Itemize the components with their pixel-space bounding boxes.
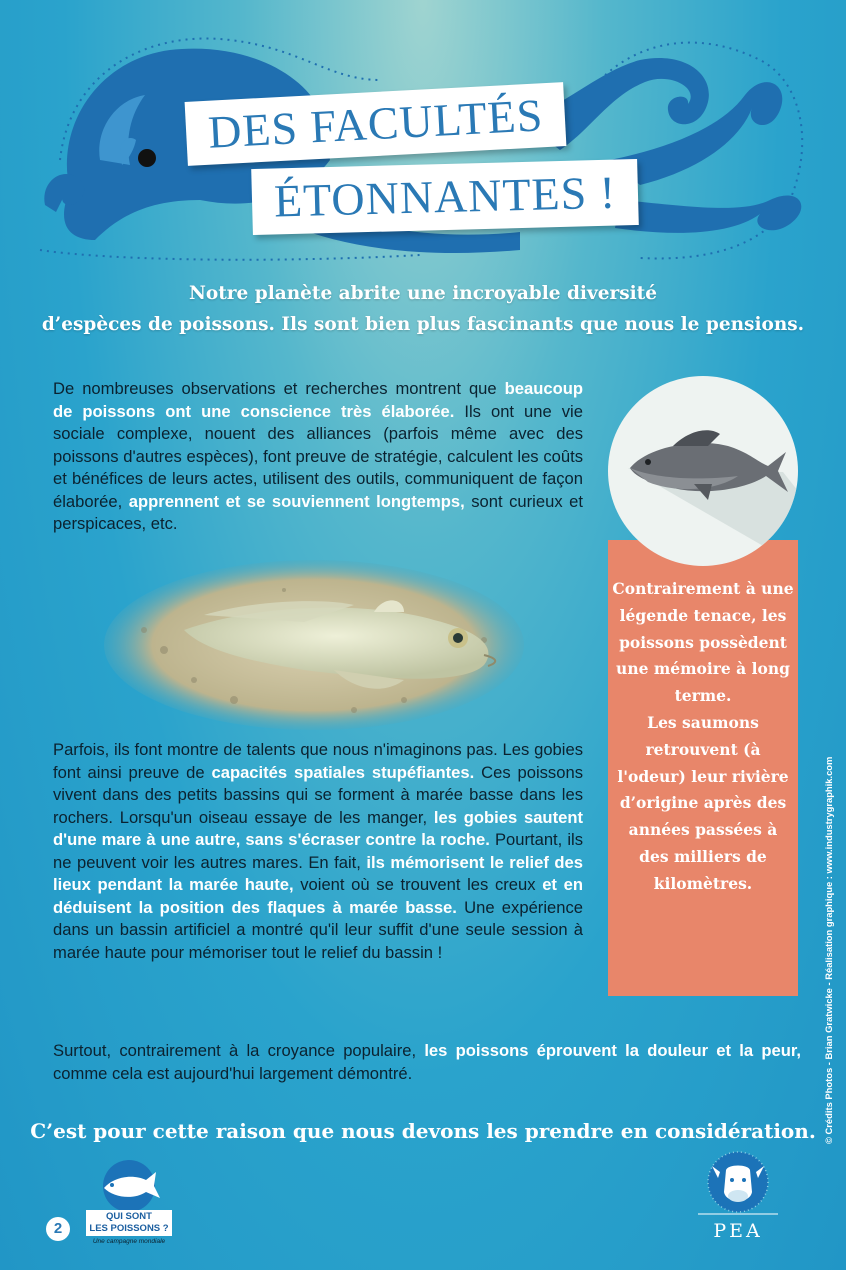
paragraph-2-text-2: Ces poissons vivent dans des petits bassins qui se forment à marée basse dans les rochers. Lorsqu'un oiseau essaye de les manger, xyxy=(53,762,583,827)
pea-logo xyxy=(698,1132,778,1252)
intro-line-2: d’espèces de poissons. Ils sont bien plus fascinants que nous le pensions. xyxy=(41,314,805,335)
paragraph-2 xyxy=(53,739,583,964)
page-number: 2 xyxy=(46,1217,70,1241)
title-area xyxy=(0,0,846,270)
paragraph-2-text-1: Parfois, ils font montre de talents que nous n'imaginons pas. Les gobies font ainsi preuve de xyxy=(53,740,583,782)
pea-logo-text: PEA xyxy=(713,1220,763,1242)
paragraph-3-text-1: Surtout, contrairement à la croyance populaire, xyxy=(53,1041,425,1060)
photo-credits xyxy=(822,958,836,1144)
goby-photo xyxy=(104,560,524,730)
fish-icon xyxy=(608,376,798,566)
paragraph-1-text-3: sont curieux et perspicaces, etc. xyxy=(53,491,583,533)
paragraph-2-text-5: Une expérience dans un bassin artificiel a montré qu'il leur suffit d'une seule session à marée haute pour mémoriser tout le relief du bassin ! xyxy=(53,897,583,962)
title-line-1: DES FACULTÉS xyxy=(185,82,567,166)
sidebar-text xyxy=(612,576,794,898)
paragraph-1-text-2: Ils ont une vie sociale complexe, nouent des alliances (parfois même avec des poissons d'autres espèces), font preuve de stratégie, calculent les coûts et bénéfices de leurs actes, utilisent des outils, communiquent de façon élaborée, xyxy=(53,401,583,511)
fish-logo-icon xyxy=(86,1158,172,1210)
paragraph-2-highlight-3: ils mémorisent le relief des lieux pendant la marée haute, xyxy=(53,852,583,894)
paragraph-1-highlight-2: apprennent et se souviennent longtemps, xyxy=(128,491,465,511)
closing-statement: C’est pour cette raison que nous devons les prendre en considération. xyxy=(30,1119,816,1143)
paragraph-1-highlight-1: beaucoup de poissons ont une conscience très élaborée. xyxy=(53,379,583,421)
fish-icon-circle xyxy=(608,376,798,566)
title-line-2: ÉTONNANTES ! xyxy=(251,159,639,235)
logo-left-line-2: LES POISSONS ? xyxy=(89,1223,169,1234)
logo-left-line-1: QUI SONT xyxy=(106,1211,152,1222)
paragraph-1-text-1: De nombreuses observations et recherches montrent que xyxy=(53,379,505,398)
paragraph-3-highlight-1: les poissons éprouvent la douleur et la peur, xyxy=(424,1041,801,1060)
intro-text xyxy=(30,278,816,340)
sidebar-para-1: Contrairement à une légende tenace, les poissons possèdent une mémoire à long terme. xyxy=(612,579,794,706)
paragraph-2-highlight-4: et en déduisent la position des flaques à marée basse. xyxy=(53,875,583,917)
paragraph-2-highlight-1: capacités spatiales stupéfiantes. xyxy=(211,762,475,782)
qui-sont-les-poissons-logo xyxy=(86,1158,172,1250)
sidebar-para-2: Les saumons retrouvent (à l'odeur) leur rivière d’origine après des années passées à des milliers de kilomètres. xyxy=(617,712,789,893)
paragraph-2-text-3: Pourtant, ils ne peuvent voir les autres mares. En fait, xyxy=(53,830,583,872)
cow-logo-icon xyxy=(698,1132,778,1222)
logo-left-subtitle: Une campagne mondiale xyxy=(92,1238,166,1245)
paragraph-2-highlight-2: les gobies sautent d'une mare à une autre, sans s'écraser contre la roche. xyxy=(53,807,583,849)
logo-left-title xyxy=(86,1210,172,1236)
paragraph-3-text-2: comme cela est aujourd'hui largement démontré. xyxy=(53,1063,413,1083)
paragraph-1 xyxy=(53,378,583,536)
paragraph-2-text-4: voient où se trouvent les creux xyxy=(293,875,543,894)
intro-line-1: Notre planète abrite une incroyable diversité xyxy=(189,283,657,304)
paragraph-3 xyxy=(53,1040,801,1085)
